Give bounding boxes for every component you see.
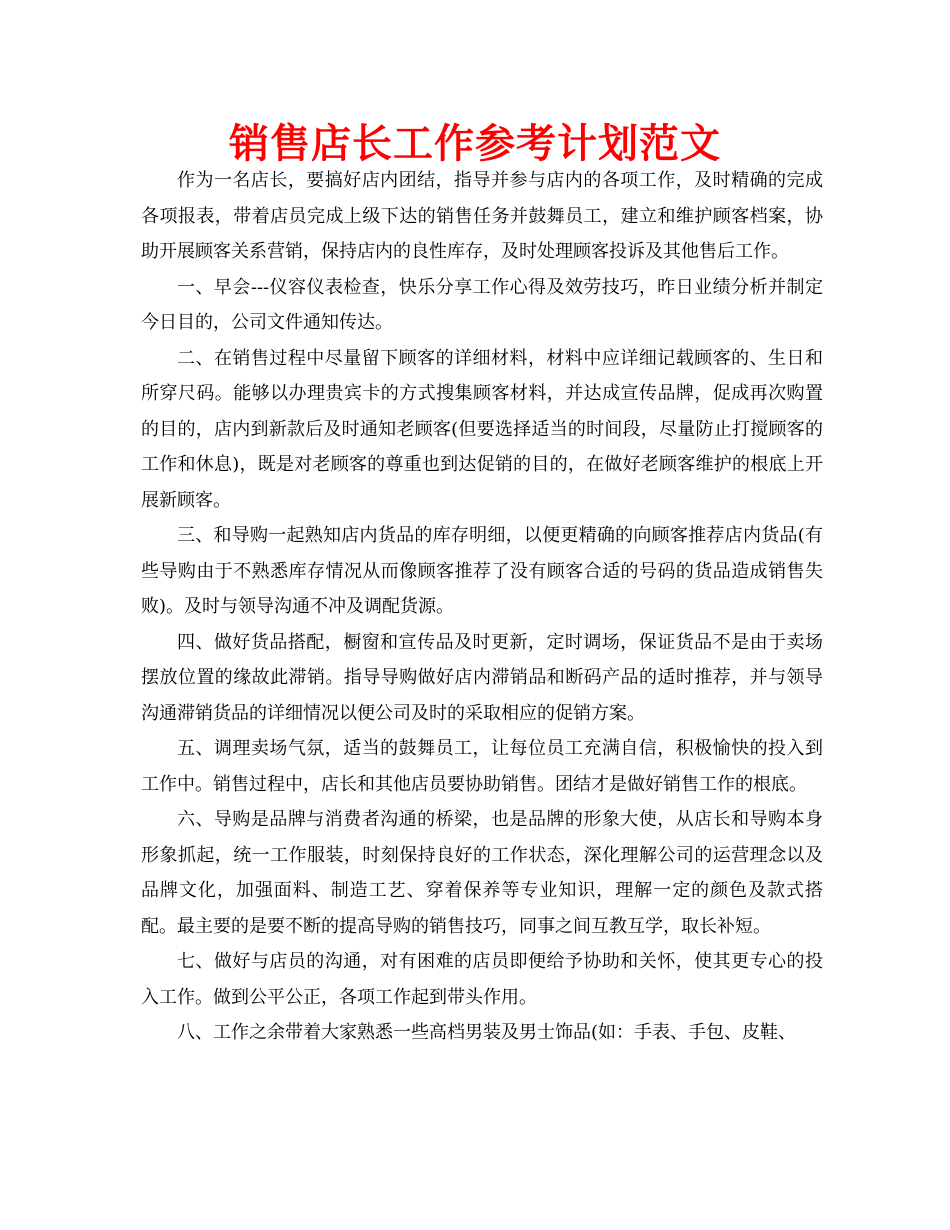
- paragraph-6: 六、导购是品牌与消费者沟通的桥梁，也是品牌的形象大使，从店长和导购本身形象抓起，统一工作服装，时刻保持良好的工作状态，深化理解公司的运营理念以及品牌文化，加强面料、制造工艺、穿着保养等专业知识，理解一定的颜色及款式搭配。最主要的是要不断的提高导购的销售技巧，同事之间互教互学，取长补短。: [141, 809, 823, 937]
- paragraph-4: 四、做好货品搭配，橱窗和宣传品及时更新，定时调场，保证货品不是由于卖场摆放位置的缘故此滞销。指导导购做好店内滞销品和断码产品的适时推荐，并与领导沟通滞销货品的详细情况以便公司及时的采取相应的促销方案。: [141, 631, 823, 724]
- document-title: 销售店长工作参考计划范文: [229, 121, 721, 167]
- paragraph-3: 三、和导购一起熟知店内货品的库存明细，以便更精确的向顾客推荐店内货品(有些导购由于不熟悉库存情况从而像顾客推荐了没有顾客合适的号码的货品造成销售失败)。及时与领导沟通不冲及调配货源。: [141, 525, 823, 617]
- paragraph-8: 八、工作之余带着大家熟悉一些高档男装及男士饰品(如：手表、手包、皮鞋、: [177, 1022, 797, 1043]
- paragraph-intro: 作为一名店长，要搞好店内团结，指导并参与店内的各项工作，及时精确的完成各项报表，带着店员完成上级下达的销售任务并鼓舞员工，建立和维护顾客档案，协助开展顾客关系营销，保持店内的良性库存，及时处理顾客投诉及其他售后工作。: [141, 170, 823, 262]
- paragraph-7: 七、做好与店员的沟通，对有困难的店员即便给予协助和关怀，使其更专心的投入工作。做到公平公正，各项工作起到带头作用。: [141, 951, 823, 1008]
- paragraph-1: 一、早会---仪容仪表检查，快乐分享工作心得及效劳技巧，昨日业绩分析并制定今日目的，公司文件通知传达。: [141, 276, 823, 333]
- paragraph-2: 二、在销售过程中尽量留下顾客的详细材料，材料中应详细记载顾客的、生日和所穿尺码。能够以办理贵宾卡的方式搜集顾客材料，并达成宣传品牌，促成再次购置的目的，店内到新款后及时通知老顾客(但要选择适当的时间段，尽量防止打搅顾客的工作和休息)，既是对老顾客的尊重也到达促销的目的，在做好老顾客维护的根底上开展新顾客。: [141, 347, 823, 511]
- paragraph-5: 五、调理卖场气氛，适当的鼓舞员工，让每位员工充满自信，积极愉快的投入到工作中。销售过程中，店长和其他店员要协助销售。团结才是做好销售工作的根底。: [141, 738, 823, 795]
- document-body: [141, 163, 823, 1051]
